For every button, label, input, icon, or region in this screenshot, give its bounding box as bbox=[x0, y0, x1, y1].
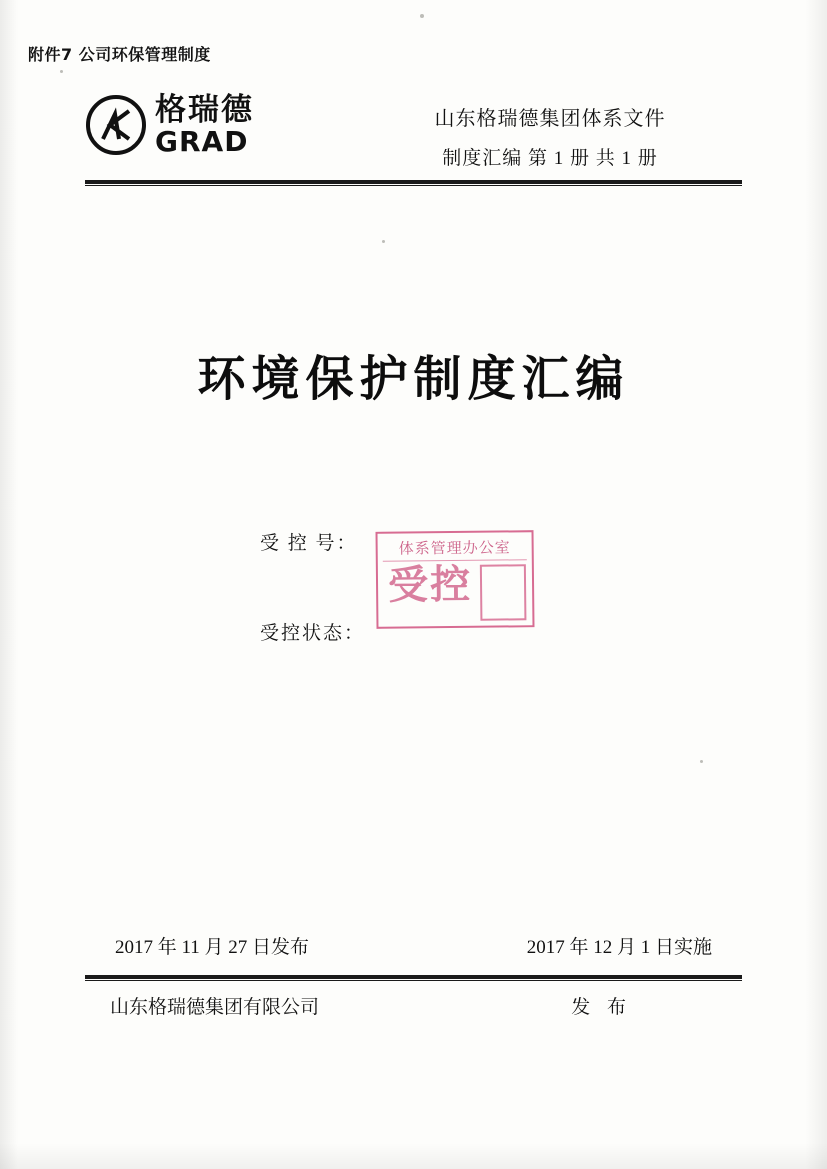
scan-edge-bottom bbox=[0, 1143, 827, 1169]
scan-speck bbox=[700, 760, 703, 763]
scan-speck bbox=[382, 240, 385, 243]
control-status-label: 受控状态： bbox=[260, 622, 366, 644]
logo-wordmark bbox=[155, 91, 254, 158]
grad-circle-logo-icon bbox=[85, 94, 147, 156]
stamp-office-text: 体系管理办公室 bbox=[398, 538, 511, 558]
document-header bbox=[85, 92, 742, 172]
header-title-block bbox=[385, 102, 715, 170]
logo-text-cn: 格瑞德 bbox=[155, 91, 254, 128]
stamp-empty-box bbox=[480, 564, 527, 620]
issue-action: 发 布 bbox=[571, 997, 632, 1018]
effective-date: 2017 年 12 月 1 日实施 bbox=[526, 937, 712, 958]
scan-speck bbox=[60, 70, 63, 73]
footer-divider bbox=[85, 975, 742, 979]
issue-date: 2017 年 11 月 27 日发布 bbox=[115, 937, 310, 958]
footer-issuer bbox=[85, 992, 742, 1019]
footer-dates bbox=[85, 932, 742, 959]
page-title: 环境保护制度汇编 bbox=[197, 351, 630, 407]
scan-speck bbox=[420, 14, 424, 18]
scan-edge-left bbox=[0, 0, 18, 1169]
attachment-label: 附件7 公司环保管理制度 bbox=[28, 45, 211, 64]
control-number-label: 受 控 号： bbox=[260, 532, 358, 554]
logo-text-en: GRAD bbox=[155, 124, 249, 158]
issuer-name: 山东格瑞德集团有限公司 bbox=[110, 997, 320, 1018]
stamp-main-text: 受控 bbox=[387, 560, 473, 609]
company-logo bbox=[85, 91, 254, 158]
scan-edge-right bbox=[805, 0, 827, 1169]
control-stamp bbox=[375, 530, 534, 629]
header-volume-info: 制度汇编 第 1 册 共 1 册 bbox=[442, 148, 658, 169]
header-divider bbox=[85, 180, 742, 184]
header-system-document-title: 山东格瑞德集团体系文件 bbox=[434, 108, 666, 130]
